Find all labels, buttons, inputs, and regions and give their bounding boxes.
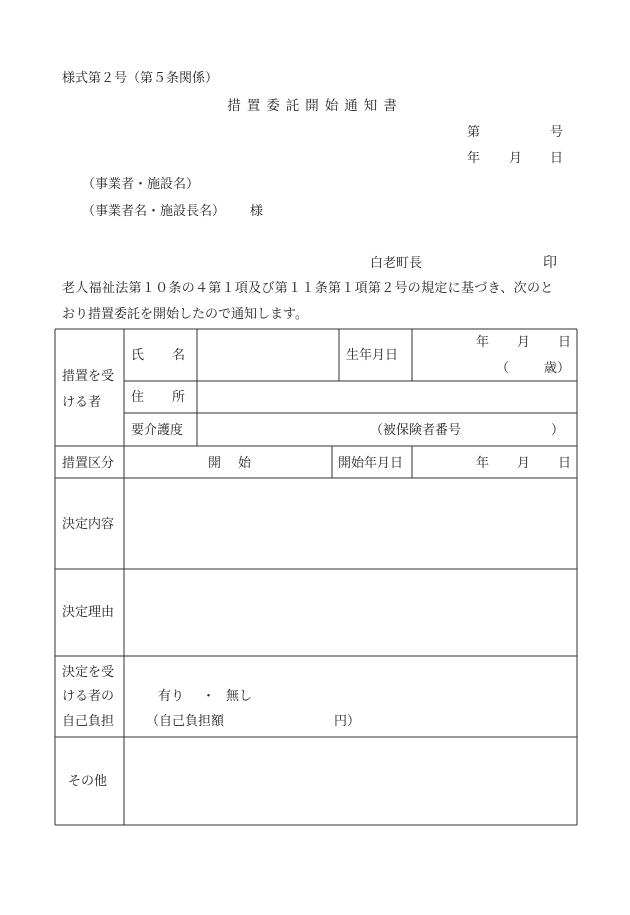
insured-number-label: （被保険者番号 <box>370 423 462 438</box>
birth-day-label: 日 <box>558 335 572 350</box>
document-title: 措置委託開始通知書 <box>227 98 403 114</box>
other-label: その他 <box>68 774 108 789</box>
burden-option-separator: ・ <box>202 689 216 704</box>
burden-label-line-2: ける者の <box>62 689 115 704</box>
issue-date-year: 年 <box>467 151 481 166</box>
age-suffix: 歳） <box>544 361 571 376</box>
decision-content-label: 決定内容 <box>62 517 115 532</box>
addressee-business-head: （事業者名・施設長名） <box>82 204 226 219</box>
start-day-label: 日 <box>558 456 572 471</box>
age-open-paren: （ <box>496 361 510 376</box>
start-month-label: 月 <box>517 456 531 471</box>
recipient-label-line-1: 措置を受 <box>62 369 115 384</box>
decision-reason-label: 決定理由 <box>62 605 115 620</box>
issue-date-month: 月 <box>509 151 523 166</box>
address-label-part-1: 住 <box>131 390 145 405</box>
name-label-part-2: 名 <box>172 348 186 363</box>
document-number-prefix: 第 <box>467 125 481 140</box>
birth-year-label: 年 <box>476 335 490 350</box>
category-value-part-2: 始 <box>238 456 252 471</box>
addressee-honorific: 様 <box>250 204 264 219</box>
insured-number-close: ） <box>551 423 565 438</box>
category-label: 措置区分 <box>62 456 115 471</box>
start-date-label: 開始年月日 <box>338 456 404 471</box>
recipient-label-line-2: ける者 <box>62 395 102 410</box>
notice-body-line-1: 老人福祉法第１０条の４第１項及び第１１条第１項第２号の規定に基づき、次のと <box>62 281 554 296</box>
notice-body-line-2: おり措置委託を開始したので通知します。 <box>62 307 308 322</box>
burden-amount-label: （自己負担額 <box>146 714 225 729</box>
burden-option-no: 無し <box>226 689 253 704</box>
addressee-business-name: （事業者・施設名） <box>82 177 200 192</box>
burden-label-line-1: 決定を受 <box>62 665 115 680</box>
document-number-suffix: 号 <box>550 125 564 140</box>
form-number-label: 様式第２号（第５条関係） <box>62 71 219 86</box>
issuer-mayor: 白老町長 <box>370 256 423 271</box>
care-level-label: 要介護度 <box>131 423 184 438</box>
birthdate-label: 生年月日 <box>346 348 399 363</box>
start-year-label: 年 <box>476 456 490 471</box>
burden-amount-yen: 円） <box>334 714 361 729</box>
seal-mark: 印 <box>543 255 557 271</box>
birth-month-label: 月 <box>517 335 531 350</box>
address-label-part-2: 所 <box>172 390 186 405</box>
burden-option-yes: 有り <box>158 689 185 704</box>
issue-date-day: 日 <box>550 151 564 166</box>
name-label-part-1: 氏 <box>131 348 145 363</box>
category-value-part-1: 開 <box>208 456 222 471</box>
burden-label-line-3: 自己負担 <box>62 714 115 729</box>
